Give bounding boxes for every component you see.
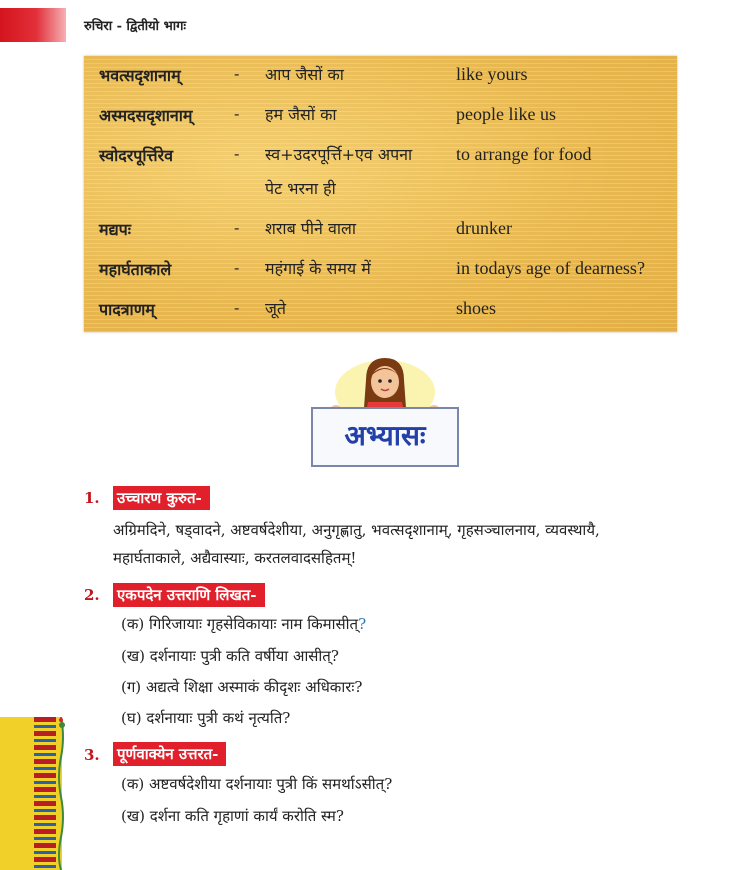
glossary-hindi: शराब पीने वाला [265,219,357,238]
vine-ornament-icon [56,717,66,870]
glossary-hindi: हम जैसों का [265,105,337,124]
page-corner-tab [0,8,66,42]
glossary-word: पादत्राणम् [99,300,155,319]
glossary-english: people like us [456,104,556,124]
glossary-dash: - [234,144,240,163]
item-label: (ख) [121,807,145,825]
glossary-hindi: पेट भरना ही [265,179,336,198]
question-item [121,614,366,634]
glossary-word: भवत्सदृशानाम् [99,66,181,85]
glossary-hindi: जूते [265,299,286,318]
item-label: (ख) [121,647,145,665]
item-label: (घ) [121,709,142,727]
glossary-dash: - [234,298,240,317]
question-number: 1. [84,489,100,507]
glossary-hindi: स्व+उदरपूर्त्ति+एव अपना [265,145,413,164]
glossary-english: drunker [456,218,512,238]
glossary-dash: - [234,258,240,277]
question-mark: ? [358,615,367,633]
glossary-english: in todays age of dearness? [456,258,645,278]
item-text: गिरिजायाः गृहसेविकायाः नाम किमासीत् [149,615,359,633]
item-label: (ग) [121,678,142,696]
pronunciation-line: महार्घताकाले, अद्यैवास्याः, करतलवादसहितम्! [113,549,357,567]
item-text: दर्शनायाः पुत्री कथं नृत्यति? [146,709,291,727]
item-label: (क) [121,615,145,633]
glossary-english: shoes [456,298,496,318]
question-item [121,677,362,697]
glossary-hindi: आप जैसों का [265,65,344,84]
pronunciation-line: अग्रिमदिने, षड्वादने, अष्टवर्षदेशीया, अनुगृह्णातु, भवत्सदृशानाम्, गृहसञ्चालनाय, व्यवस्थायै, [113,521,600,539]
practice-heading: अभ्यासः [311,407,459,467]
glossary-dash: - [234,64,240,83]
question-item [121,774,392,794]
question-title: उच्चारण कुरुत- [113,486,210,510]
glossary-english: like yours [456,64,528,84]
question-item [121,708,290,728]
question-title: पूर्णवाक्येन उत्तरत- [113,742,226,766]
item-label: (क) [121,775,145,793]
glossary-word: मद्यपः [99,220,131,239]
glossary-dash: - [234,104,240,123]
decorative-pattern-strip [34,717,56,870]
glossary-dash: - [234,218,240,237]
question-number: 2. [84,586,100,604]
glossary-word: महार्घताकाले [99,260,172,279]
item-text: अद्यत्वे शिक्षा अस्माकं कीदृशः अधिकारः? [145,678,363,696]
glossary-word: स्वोदरपूर्त्तिरेव [99,146,174,165]
running-title: रुचिरा - द्वितीयो भागः [84,19,187,34]
glossary-english: to arrange for food [456,144,592,164]
question-title: एकपदेन उत्तराणि लिखत- [113,583,265,607]
item-text: दर्शनायाः पुत्री कति वर्षीया आसीत्? [149,647,339,665]
question-item [121,806,344,826]
question-item [121,646,339,666]
item-text: अष्टवर्षदेशीया दर्शनायाः पुत्री किं समर्थाऽसीत्? [149,775,393,793]
glossary-box [84,56,677,332]
question-number: 3. [84,746,100,764]
glossary-hindi: महंगाई के समय में [265,259,371,278]
glossary-word: अस्मदसदृशानाम् [99,106,193,125]
item-text: दर्शना कति गृहाणां कार्यं करोति स्म? [149,807,344,825]
